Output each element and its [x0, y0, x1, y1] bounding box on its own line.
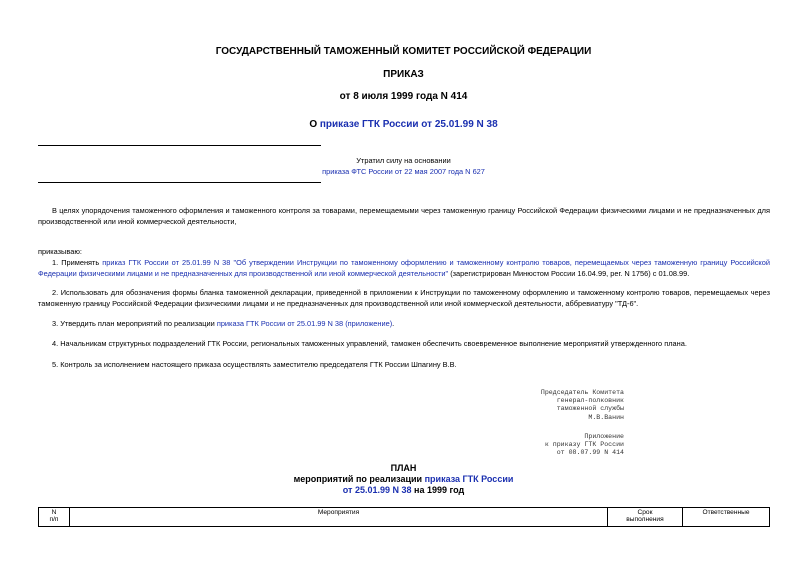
plan-table	[38, 507, 770, 527]
item-2: 2. Использовать для обозначения формы бланка таможенной декларации, приведенной в приложении к Инструкции по таможенному оформлению и таможенному контролю товаров, перемещаемых через таможенную границу Российской Федерации физическими лицами и не предназначенных для производственной или иной коммерческой деятельности, аббревиатуру "ТД-6".	[38, 288, 770, 308]
plan-subtitle-2-suffix: на 1999 год	[411, 485, 465, 495]
divider-bottom	[38, 182, 321, 183]
col-number-line-1: N	[51, 509, 57, 516]
appendix-block	[480, 433, 624, 458]
status-line-2	[50, 167, 757, 176]
plan-subtitle-1-link[interactable]: приказа ГТК России	[424, 474, 514, 484]
plan-subtitle-2-link[interactable]: от 25.01.99 N 38	[342, 485, 412, 495]
col-number-header	[39, 508, 70, 527]
plan-subtitle-1	[0, 474, 807, 484]
col-number-line-2: п/п	[49, 516, 59, 523]
item-5: 5. Контроль за исполнением настоящего приказа осуществлять заместителю председателя ГТК России Шпагину В.В.	[52, 360, 457, 369]
status-line-1: Утратил силу на основании	[356, 156, 451, 165]
col-deadline-line-1: Срок	[637, 509, 653, 516]
signature-line-3: таможенной службы	[556, 405, 624, 413]
doc-date: от 8 июля 1999 года N 414	[339, 91, 468, 102]
doc-title-link[interactable]: приказе ГТК России от 25.01.99 N 38	[319, 119, 498, 130]
col-deadline-line-2: выполнения	[626, 516, 664, 523]
plan-subtitle-2	[0, 485, 807, 495]
status-link[interactable]: приказа ФТС России от 22 мая 2007 года N 627	[322, 167, 485, 176]
col-deadline-header	[608, 508, 683, 527]
plan-title: ПЛАН	[390, 463, 417, 473]
signature-block	[480, 389, 624, 422]
org-heading: ГОСУДАРСТВЕННЫЙ ТАМОЖЕННЫЙ КОМИТЕТ РОССИЙСКОЙ ФЕДЕРАЦИИ	[215, 46, 592, 57]
signature-line-2: генерал-полковник	[556, 397, 624, 405]
item-1-suffix: (зарегистрирован Минюстом России 16.04.99, рег. N 1756) с 01.08.99.	[448, 269, 690, 278]
item-3-suffix: .	[392, 319, 395, 328]
preamble: В целях упорядочения таможенного оформления и таможенного контроля за товарами, перемещаемыми через таможенную границу Российской Федерации физическими лицами и не предназначенных для производственной или иной коммерческой деятельности,	[38, 206, 770, 226]
divider-top	[38, 145, 321, 146]
signature-line-1: Председатель Комитета	[540, 389, 624, 396]
item-3-prefix: 3. Утвердить план мероприятий по реализации	[52, 319, 217, 328]
doc-title	[0, 119, 807, 130]
appendix-line-1: Приложение	[584, 433, 624, 440]
doc-type-heading: ПРИКАЗ	[383, 69, 424, 80]
item-3	[38, 318, 770, 329]
plan-table-header-row	[39, 508, 770, 527]
appendix-line-3: от 08.07.99 N 414	[556, 449, 624, 457]
signature-line-4: М.В.Ванин	[588, 413, 624, 421]
col-measures-header: Мероприятия	[70, 508, 608, 527]
item-1	[38, 257, 770, 279]
item-4: 4. Начальникам структурных подразделений ГТК России, региональных таможенных управлений, таможен обеспечить своевременное выполнение мероприятий утвержденного плана.	[52, 339, 687, 348]
item-1-link[interactable]: приказ ГТК России от 25.01.99 N 38 "Об утверждении Инструкции по таможенному оформлению и таможенному контролю товаров, перемещаемых через таможенную границу Российской Федерации физическими лицами и не предназначенных для производственной или иной коммерческой деятельности"	[38, 258, 770, 278]
order-word: приказываю:	[38, 247, 82, 256]
appendix-line-2: к приказу ГТК России	[544, 441, 624, 449]
item-1-prefix: 1. Применять	[52, 258, 103, 267]
doc-title-prefix: О	[309, 119, 320, 130]
item-3-link[interactable]: приказа ГТК России от 25.01.99 N 38 (приложение)	[216, 319, 393, 328]
plan-subtitle-1-prefix: мероприятий по реализации	[293, 474, 425, 484]
col-responsible-header: Ответственные	[683, 508, 770, 527]
